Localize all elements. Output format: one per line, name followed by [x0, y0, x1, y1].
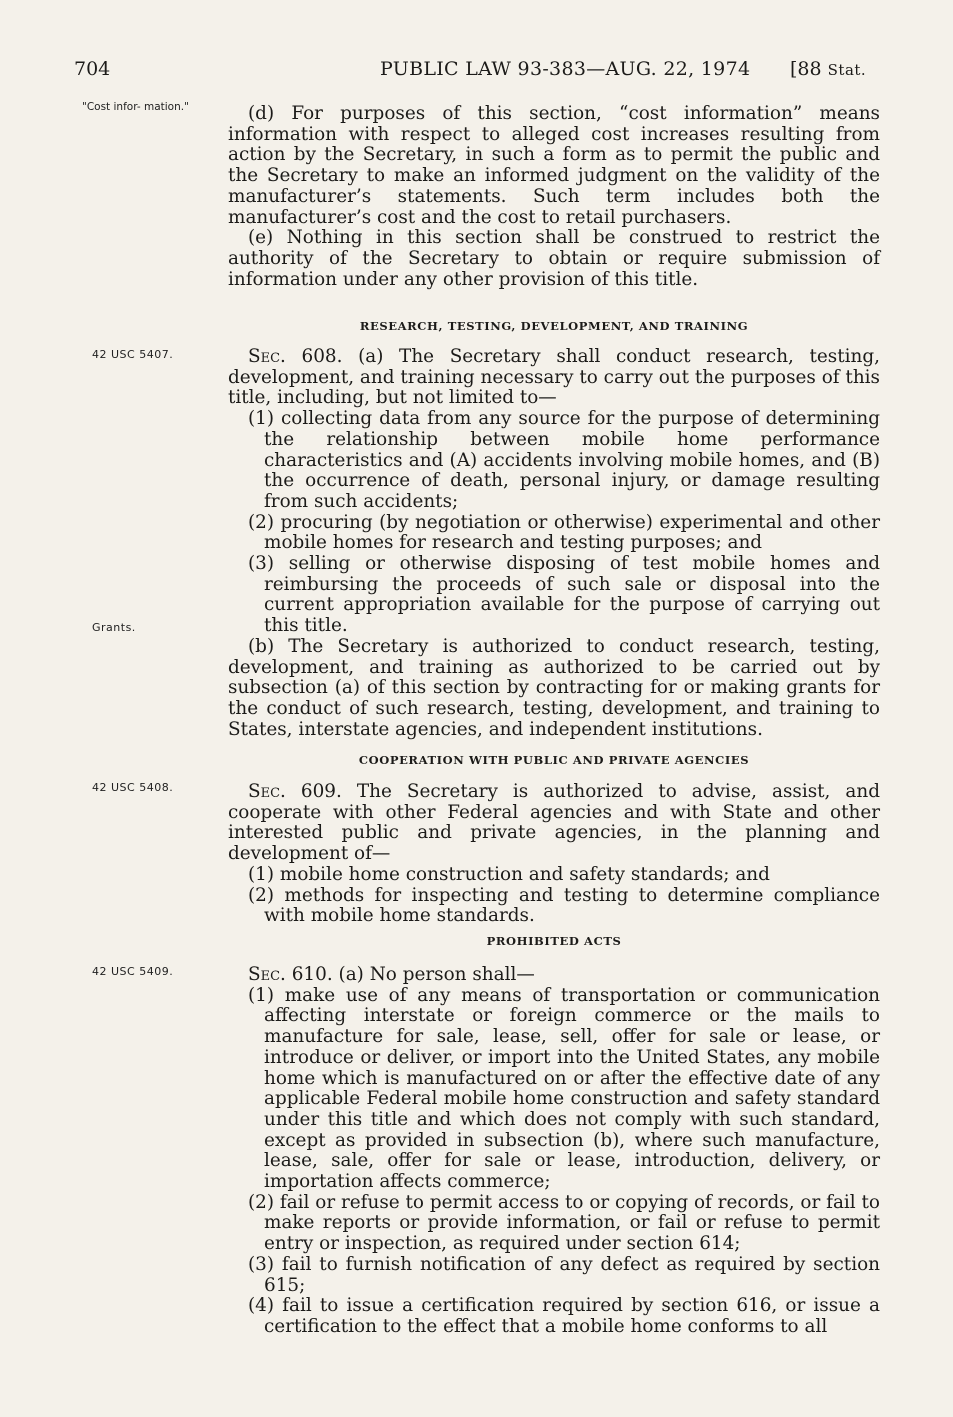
section-608-paragraph-b: (b) The Secretary is authorized to conduct research, testing, development, and training as authorized to be carried out by subsection (a) of this section by contracting for or making grants for the conduct of such research, testing, development, and training to States, interstate agencies, and independent institutions.: [228, 635, 880, 740]
margin-note-42-usc-5408: 42 USC 5408.: [92, 781, 174, 794]
section-608-paragraph-a: [228, 347, 880, 409]
paragraph-d-cost-information: (d) For purposes of this section, “cost information” means information with respect to alleged cost increases resulting from action by the Secretary, in such a form as to permit the public and the Secretary to make an informed judgment on the validity of the manufacturer’s statements. Such term includes both the manufacturer’s cost and the cost to retail purchasers.: [228, 103, 880, 228]
section-607-continuation: [228, 104, 880, 290]
section-608-item-3: (3) selling or otherwise disposing of test mobile homes and reimbursing the proceeds of such sale or disposal into the current appropriation available for the purpose of carrying out this title.: [248, 553, 880, 637]
section-609-label: Sec. 609.: [248, 781, 342, 802]
section-609-paragraph: [228, 782, 880, 865]
section-609-item-2: (2) methods for inspecting and testing to determine compliance with mobile home standards.: [248, 884, 880, 927]
section-608-label: Sec. 608.: [248, 346, 343, 367]
statute-reference: [790, 58, 866, 80]
running-head: PUBLIC LAW 93-383—AUG. 22, 1974: [380, 58, 751, 80]
page-header: [0, 58, 953, 88]
section-610-body: [228, 965, 880, 1338]
section-608-heading: RESEARCH, TESTING, DEVELOPMENT, AND TRAINING: [359, 319, 749, 333]
section-609-heading: COOPERATION WITH PUBLIC AND PRIVATE AGENCIES: [358, 753, 750, 767]
section-610-label: Sec. 610.: [248, 964, 333, 985]
section-610-paragraph-a-text: (a) No person shall—: [338, 964, 535, 985]
section-609-body: [228, 782, 880, 927]
statute-reference-prefix: [88: [790, 58, 828, 80]
section-610-heading: PROHIBITED ACTS: [486, 934, 622, 948]
margin-note-42-usc-5407: 42 USC 5407.: [92, 348, 174, 361]
section-608-paragraph-a-text: (a) The Secretary shall conduct research, testing, development, and training necessary to carry out the purposes of this title, including, but not limited to—: [228, 346, 880, 409]
section-610-item-1: (1) make use of any means of transportation or communication affecting interstate or foreign commerce or the mails to manufacture for sale, lease, sell, offer for sale or lease, or introduce or deliver, or import into the United States, any mobile home which is manufactured on or after the effective date of any applicable Federal mobile home construction and safety standard under this title and which does not comply with such standard, except as provided in subsection (b), where such manufacture, lease, sale, offer for sale or lease, introduction, delivery, or importation affects commerce;: [248, 984, 880, 1193]
section-609-item-1: (1) mobile home construction and safety standards; and: [248, 863, 770, 885]
section-608-item-2: (2) procuring (by negotiation or otherwise) experimental and other mobile homes for research and testing purposes; and: [248, 511, 880, 554]
section-608-item-1: (1) collecting data from any source for the purpose of determining the relationship between mobile home performance characteristics and (A) accidents involving mobile homes, and (B) the occurrence of death, personal injury, or damage resulting from such accidents;: [248, 408, 880, 512]
section-609-paragraph-text: The Secretary is authorized to advise, assist, and cooperate with other Federal agencies and with State and other interested public and private agencies, in the planning and development of—: [228, 781, 880, 865]
margin-note-42-usc-5409: 42 USC 5409.: [92, 965, 174, 978]
section-608-body: [228, 347, 880, 740]
paragraph-e: (e) Nothing in this section shall be construed to restrict the authority of the Secretary to obtain or require submission of information under any other provision of this title.: [228, 227, 880, 290]
section-610-item-3: (3) fail to furnish notification of any defect as required by section 615;: [248, 1253, 880, 1296]
statute-reference-word: Stat.: [827, 61, 867, 79]
section-610-item-4: (4) fail to issue a certification required by section 616, or issue a certification to the effect that a mobile home conforms to all: [248, 1295, 880, 1337]
page-number: 704: [74, 58, 111, 80]
section-610-item-2: (2) fail or refuse to permit access to or copying of records, or fail to make reports or provide information, or fail or refuse to permit entry or inspection, as required under section 614;: [248, 1191, 880, 1255]
margin-note-cost-information: "Cost infor- mation.": [82, 101, 189, 113]
margin-note-grants: Grants.: [92, 621, 136, 634]
section-610-paragraph-a: [228, 965, 880, 986]
